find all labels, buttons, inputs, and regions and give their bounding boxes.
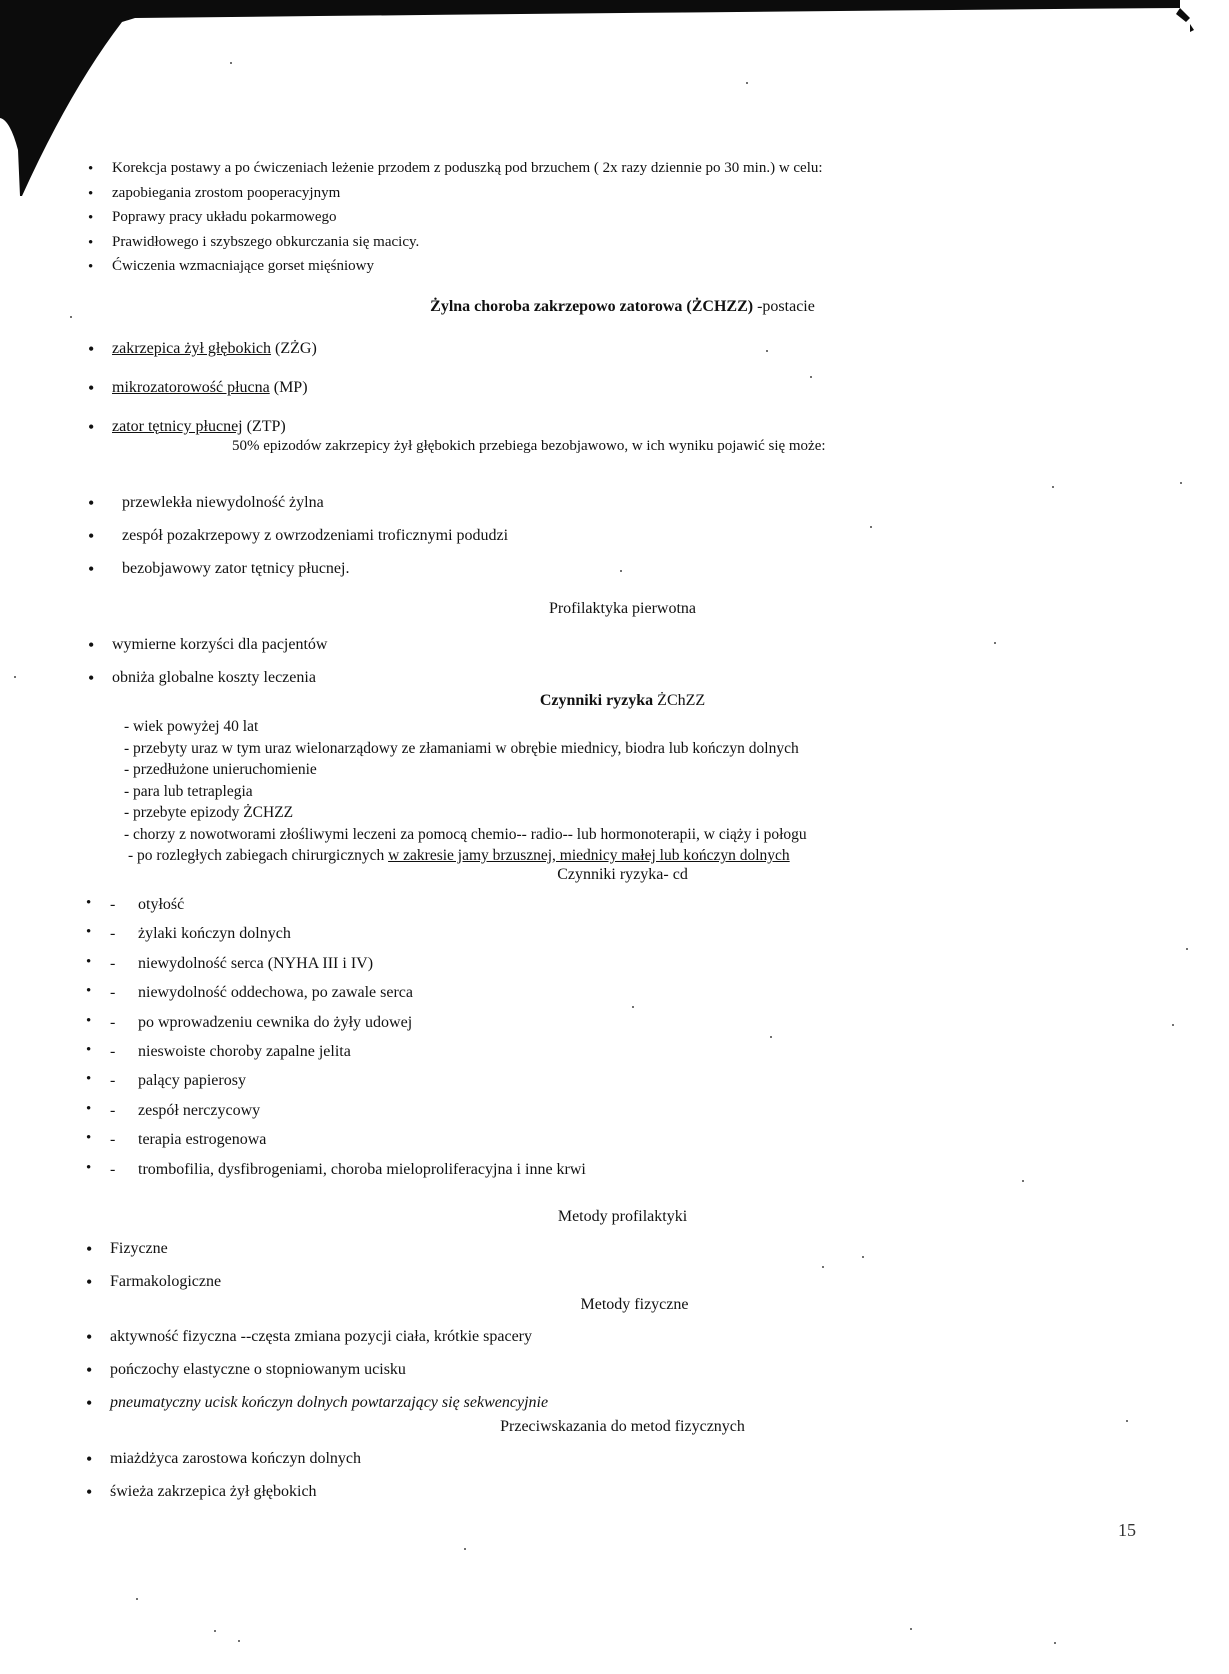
intro-list <box>86 156 823 279</box>
list-item: • - żylaki kończyn dolnych <box>86 924 291 943</box>
scan-speck <box>910 1628 912 1630</box>
list-item: • Farmakologiczne <box>86 1272 222 1292</box>
list-item: - para lub tetraplegia <box>124 782 253 800</box>
scan-speck <box>464 1548 466 1550</box>
list-item: - przedłużone unieruchomienie <box>124 761 317 778</box>
scan-speck <box>632 1006 634 1008</box>
list-item: • - otyłość <box>86 895 185 913</box>
scan-speck <box>1180 482 1182 484</box>
section-heading-risk-cd: Czynniki ryzyka- cd <box>557 866 688 883</box>
list-item: • - niewydolność oddechowa, po zawale serca <box>86 983 413 1002</box>
scan-speck <box>810 376 812 378</box>
list-item: - przebyte epizody ŻCHZZ <box>124 804 294 821</box>
list-item: • Ćwiczenia wzmacniające gorset mięśniowy <box>88 258 374 275</box>
scan-speck <box>1022 1180 1024 1182</box>
section-heading-zchzz: Żylna choroba zakrzepowo zatorowa (ŻCHZZ) -postacie <box>430 298 815 315</box>
section-heading-contra: Przeciwskazania do metod fizycznych <box>500 1418 745 1435</box>
consequences-list <box>88 494 508 584</box>
scan-speck <box>136 1598 138 1600</box>
list-item: • obniża globalne koszty leczenia <box>88 668 316 688</box>
scan-speck <box>870 526 872 528</box>
list-item: • pneumatyczny ucisk kończyn dolnych powtarzający się sekwencyjnie <box>86 1393 549 1413</box>
scan-speck <box>770 1036 772 1038</box>
list-item: • zespół pozakrzepowy z owrzodzeniami troficznymi podudzi <box>88 526 509 546</box>
list-item: • - zespół nerczycowy <box>86 1100 261 1119</box>
section-heading-primary: Profilaktyka pierwotna <box>548 600 697 617</box>
list-item: • miażdżyca zarostowa kończyn dolnych <box>86 1449 362 1469</box>
physical-list <box>86 1328 548 1418</box>
section-heading-physical: Metody fizyczne <box>580 1296 689 1313</box>
page-number: 15 <box>1118 1520 1136 1540</box>
primary-list <box>88 636 327 693</box>
list-item: • zator tętnicy płucnej (ZTP) <box>88 417 286 437</box>
scan-speck <box>766 350 768 352</box>
scan-speck <box>238 1640 240 1642</box>
list-item: • Fizyczne <box>86 1239 168 1259</box>
list-item: • - po wprowadzeniu cewnika do żyły udowej <box>86 1012 413 1031</box>
list-item: • przewlekła niewydolność żylna <box>88 493 324 513</box>
scan-speck <box>822 1266 824 1268</box>
contra-list <box>86 1450 361 1507</box>
list-item: • zapobiegania zrostom pooperacyjnym <box>88 184 341 202</box>
scan-speck <box>1186 948 1188 950</box>
zchzz-note: 50% epizodów zakrzepicy żył głębokich przebiega bezobjawowo, w ich wyniku pojawić się może: <box>232 438 826 454</box>
list-item: • mikrozatorowość płucna (MP) <box>88 378 308 398</box>
section-heading-methods: Metody profilaktyki <box>557 1208 688 1225</box>
scan-speck <box>746 82 748 84</box>
list-item: - chorzy z nowotworami złośliwymi leczeni za pomocą chemio-- radio-- lub hormonoterapii, w ciąży i połogu <box>124 825 807 843</box>
methods-list <box>86 1240 221 1297</box>
scan-speck <box>230 62 232 64</box>
list-item: • aktywność fizyczna --częsta zmiana pozycji ciała, krótkie spacery <box>86 1327 533 1347</box>
scan-speck <box>1126 1420 1128 1422</box>
scan-speck <box>620 570 622 572</box>
scan-speck <box>1052 486 1054 488</box>
list-item: - po rozległych zabiegach chirurgicznych w zakresie jamy brzusznej, miednicy małej lub kończyn dolnych <box>128 847 790 864</box>
risk-list <box>124 716 807 867</box>
zchzz-forms-list <box>88 340 317 438</box>
scan-speck <box>994 642 996 644</box>
list-item: • - niewydolność serca (NYHA III i IV) <box>86 953 374 972</box>
scan-speck <box>14 676 16 678</box>
scan-speck <box>1054 1642 1056 1644</box>
list-item: - wiek powyżej 40 lat <box>124 718 259 735</box>
list-item: • Prawidłowego i szybszego obkurczania się macicy. <box>88 233 420 251</box>
section-heading-risk: Czynniki ryzyka ŻChZZ <box>539 692 706 709</box>
list-item: • świeża zakrzepica żył głębokich <box>86 1482 317 1502</box>
list-item: • bezobjawowy zator tętnicy płucnej. <box>88 559 350 579</box>
scan-speck <box>214 1630 216 1632</box>
scan-speck <box>1172 1024 1174 1026</box>
list-item: • - palący papierosy <box>86 1071 246 1090</box>
list-item: • Korekcja postawy a po ćwiczeniach leżenie przodem z poduszką pod brzuchem ( 2x razy dziennie po 30 min.) w celu: <box>88 160 823 177</box>
list-item: • Poprawy pracy układu pokarmowego <box>88 209 337 226</box>
risk-cd-list <box>86 896 586 1185</box>
list-item: • pończochy elastyczne o stopniowanym ucisku <box>86 1360 406 1380</box>
list-item: • - terapia estrogenowa <box>86 1130 267 1149</box>
scan-speck <box>70 316 72 318</box>
list-item: • wymierne korzyści dla pacjentów <box>88 635 328 655</box>
list-item: • - trombofilia, dysfibrogeniami, choroba mieloproliferacyjna i inne krwi <box>86 1159 586 1178</box>
list-item: - przebyty uraz w tym uraz wielonarządowy ze złamaniami w obrębie miednicy, biodra lub kończyn dolnych <box>124 739 799 757</box>
list-item: • - nieswoiste choroby zapalne jelita <box>86 1041 351 1060</box>
scan-speck <box>862 1256 864 1258</box>
list-item: • zakrzepica żył głębokich (ZŻG) <box>88 339 317 359</box>
